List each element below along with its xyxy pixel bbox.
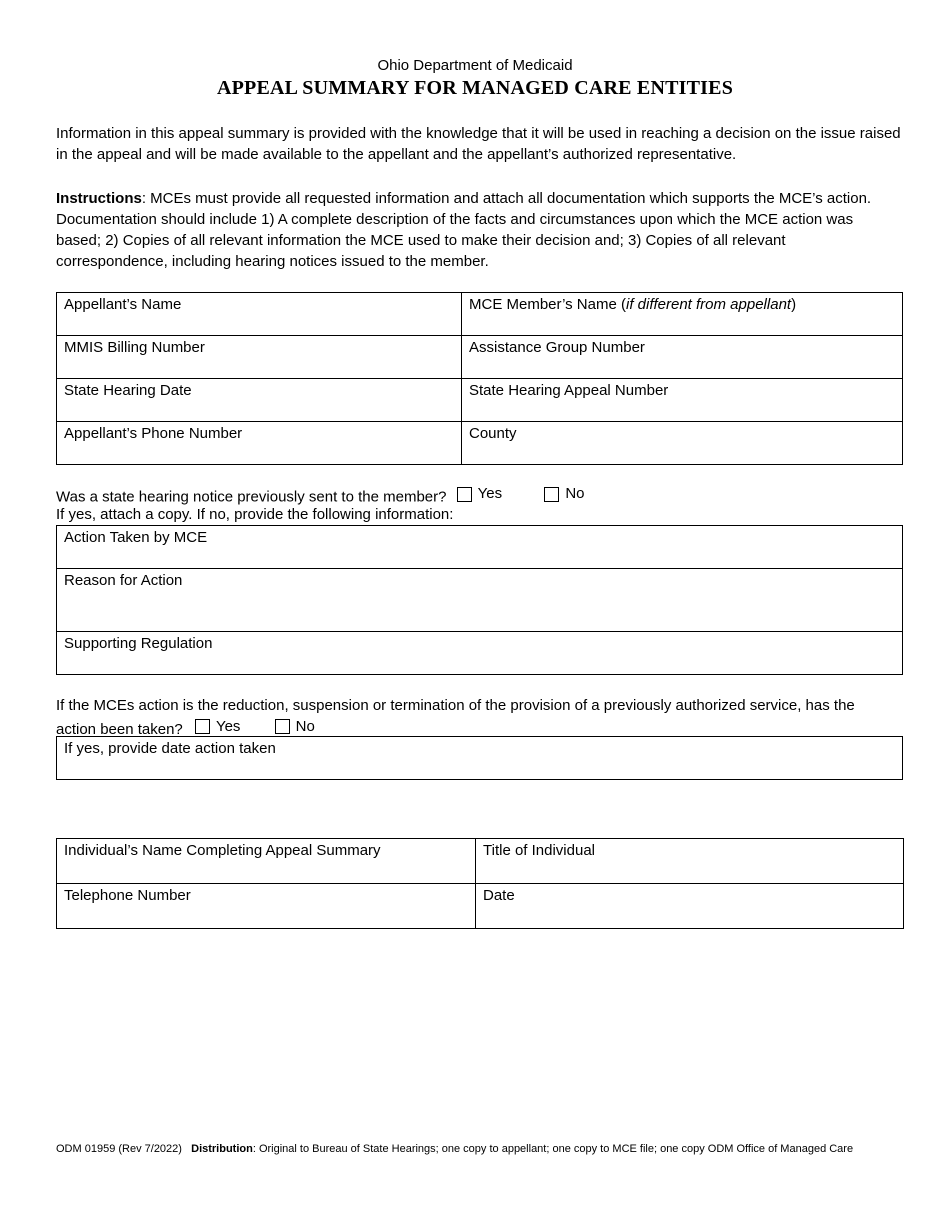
form-id: ODM 01959 (Rev 7/2022) — [56, 1143, 182, 1155]
form-title: APPEAL SUMMARY FOR MANAGED CARE ENTITIES — [216, 77, 734, 99]
action-date-field[interactable] — [57, 737, 903, 780]
county-field[interactable] — [462, 422, 903, 465]
notice-no-option[interactable] — [544, 484, 584, 504]
mce-member-name-label: MCE Member’s Name ( — [469, 296, 626, 313]
hearing-date-label: State Hearing Date — [64, 382, 192, 399]
action-taken-label: Action Taken by MCE — [64, 529, 208, 546]
reduction-question-line1: If the MCEs action is the reduction, suspension or termination of the provision of a previously authorized service, has the — [56, 697, 855, 714]
instructions-paragraph — [56, 188, 901, 272]
reduction-yes-option[interactable] — [195, 716, 240, 737]
reduction-yes-label: Yes — [215, 718, 241, 735]
action-info-table — [56, 525, 903, 675]
completer-title-field[interactable] — [476, 839, 904, 884]
telephone-field[interactable] — [57, 884, 476, 929]
appellant-phone-field[interactable] — [57, 422, 462, 465]
date-field[interactable] — [476, 884, 904, 929]
assistance-group-field[interactable] — [462, 336, 903, 379]
completer-name-field[interactable] — [57, 839, 476, 884]
notice-yes-label: Yes — [477, 485, 503, 502]
distribution-text: : Original to Bureau of State Hearings; one copy to appellant; one copy to MCE file; one copy ODM Office of Managed Care — [252, 1143, 854, 1155]
appellant-phone-label: Appellant’s Phone Number — [64, 425, 243, 442]
completer-name-label: Individual’s Name Completing Appeal Summary — [64, 842, 381, 859]
hearing-appeal-number-label: State Hearing Appeal Number — [469, 382, 669, 399]
reason-label: Reason for Action — [64, 572, 183, 589]
completer-table — [56, 838, 904, 929]
mce-member-name-note: if different from appellant — [625, 296, 792, 313]
reduction-question-line2: action been taken? — [56, 721, 183, 738]
appellant-name-label: Appellant’s Name — [64, 296, 182, 313]
county-label: County — [469, 425, 517, 442]
intro-paragraph: Information in this appeal summary is provided with the knowledge that it will be used in reaching a decision on the issue raised in the appeal and will be made available to the appellant and the appellant’s authorized representative. — [56, 125, 901, 163]
notice-no-label: No — [565, 485, 585, 502]
hearing-date-field[interactable] — [57, 379, 462, 422]
action-taken-field[interactable] — [57, 526, 903, 569]
notice-follow-up: If yes, attach a copy. If no, provide the following information: — [56, 506, 454, 523]
regulation-label: Supporting Regulation — [64, 635, 213, 652]
assistance-group-label: Assistance Group Number — [469, 339, 645, 356]
member-info-table — [56, 292, 903, 465]
footer — [56, 1143, 936, 1155]
notice-question-text: Was a state hearing notice previously sent to the member? — [56, 488, 447, 506]
agency-name: Ohio Department of Medicaid — [377, 57, 573, 74]
regulation-field[interactable] — [57, 632, 903, 675]
telephone-label: Telephone Number — [64, 887, 191, 904]
reduction-yes-checkbox[interactable] — [195, 719, 210, 734]
hearing-appeal-number-field[interactable] — [462, 379, 903, 422]
instructions-label: Instructions — [56, 190, 142, 207]
instructions-text: : MCEs must provide all requested information and attach all documentation which supports the MCE’s action. Documentation should include 1) A complete description of the facts and circumstances upon which the MCE action was based; 2) Copies of all relevant information the MCE used to make their decision and; 3) Copies of all relevant correspondence, including hearing notices issued to the member. — [56, 190, 872, 270]
action-date-table — [56, 736, 903, 780]
appellant-name-field[interactable] — [57, 293, 462, 336]
mce-member-name-close: ) — [791, 296, 797, 313]
reduction-no-checkbox[interactable] — [275, 719, 290, 734]
mmis-billing-label: MMIS Billing Number — [64, 339, 205, 356]
reason-field[interactable] — [57, 569, 903, 632]
mce-member-name-field[interactable] — [462, 293, 903, 336]
date-label: Date — [483, 887, 515, 904]
distribution-label: Distribution — [191, 1143, 253, 1155]
reduction-no-label: No — [295, 718, 315, 735]
mmis-billing-field[interactable] — [57, 336, 462, 379]
notice-yes-option[interactable] — [457, 484, 502, 504]
notice-no-checkbox[interactable] — [544, 487, 559, 502]
notice-question — [56, 484, 585, 508]
action-date-label: If yes, provide date action taken — [64, 740, 276, 757]
completer-title-label: Title of Individual — [483, 842, 596, 859]
reduction-question — [56, 695, 901, 740]
reduction-no-option[interactable] — [275, 716, 315, 737]
notice-yes-checkbox[interactable] — [457, 487, 472, 502]
